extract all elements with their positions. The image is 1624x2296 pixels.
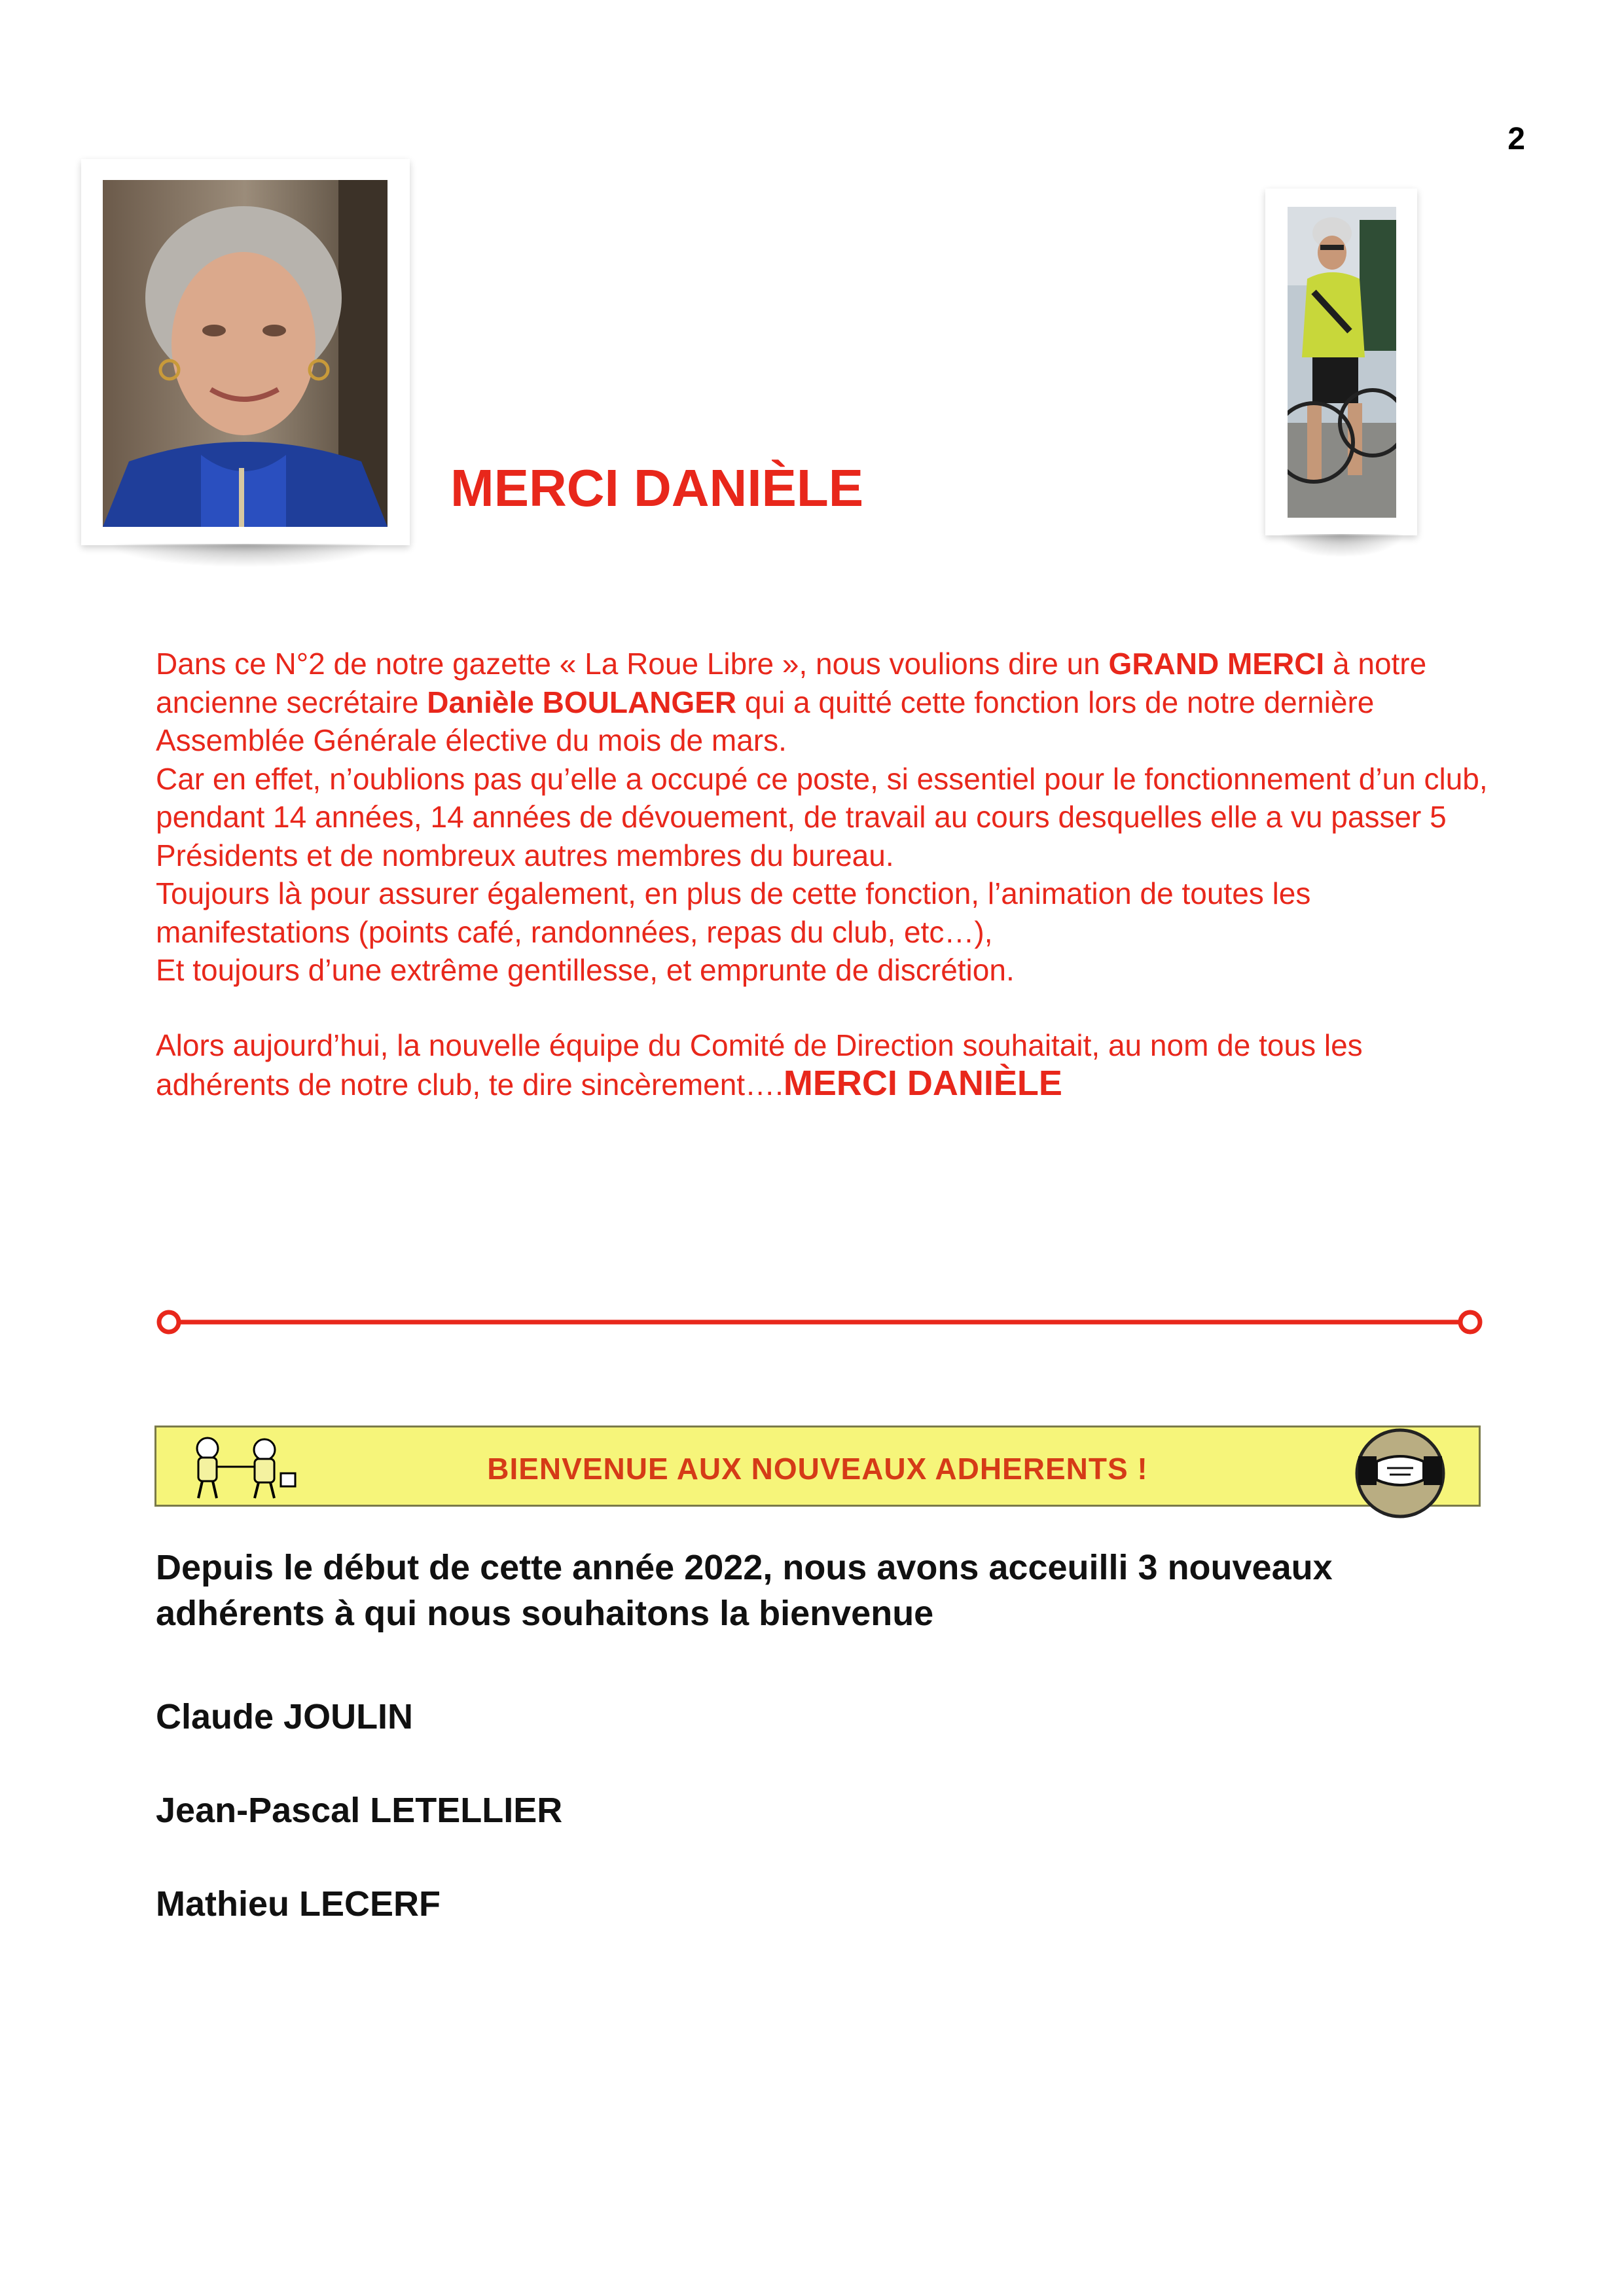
handshake-icon bbox=[1354, 1427, 1446, 1519]
secretary-name: Danièle BOULANGER bbox=[427, 685, 737, 719]
paragraph-2: Car en effet, n’oublions pas qu’elle a occupé ce poste, si essentiel pour le fonctionnement d’un club, pendant 14 années, 14 années de dévouement, de travail au cours desquelles elle a vu passer 5 Présidents et de nombreux autres membres du bureau. bbox=[156, 761, 1488, 872]
banner-title: BIENVENUE AUX NOUVEAUX ADHERENTS ! bbox=[487, 1452, 1148, 1486]
welcome-banner bbox=[154, 1426, 1481, 1507]
portrait-photo-frame bbox=[81, 159, 410, 545]
portrait-photo bbox=[103, 180, 388, 527]
new-member: Mathieu LECERF bbox=[156, 1884, 441, 1924]
paragraph-3: Toujours là pour assurer également, en plus de cette fonction, l’animation de toutes les manifestations (points café, randonnées, repas du club, etc…), bbox=[156, 876, 1311, 949]
article-body bbox=[156, 645, 1504, 1104]
article-title: MERCI DANIÈLE bbox=[450, 459, 864, 517]
merci-closing: MERCI DANIÈLE bbox=[783, 1064, 1062, 1103]
new-member: Claude JOULIN bbox=[156, 1697, 414, 1736]
paragraph-5: Alors aujourd’hui, la nouvelle équipe du Comité de Direction souhaitait, au nom de tous les adhérents de notre club, te dire sincèrement….MERCI DANIÈLE bbox=[156, 1028, 1363, 1103]
new-member: Jean-Pascal LETELLIER bbox=[156, 1791, 563, 1830]
page-number: 2 bbox=[1507, 122, 1525, 156]
section-divider bbox=[154, 1308, 1485, 1336]
paragraph-1: Dans ce N°2 de notre gazette « La Roue Libre », nous voulions dire un GRAND MERCI à notre ancienne secrétaire Danièle BOULANGER qui a quitté cette fonction lors de notre dernière Assemblée Générale élective du mois de mars. bbox=[156, 647, 1427, 757]
cyclist-photo bbox=[1288, 207, 1396, 518]
grand-merci-emphasis: GRAND MERCI bbox=[1108, 647, 1325, 681]
cyclist-photo-frame bbox=[1265, 188, 1417, 535]
welcome-intro: Depuis le début de cette année 2022, nous avons acceuilli 3 nouveaux adhérents à qui nous souhaitons la bienvenue bbox=[156, 1548, 1333, 1633]
paragraph-4: Et toujours d’une extrême gentillesse, et emprunte de discrétion. bbox=[156, 953, 1015, 987]
